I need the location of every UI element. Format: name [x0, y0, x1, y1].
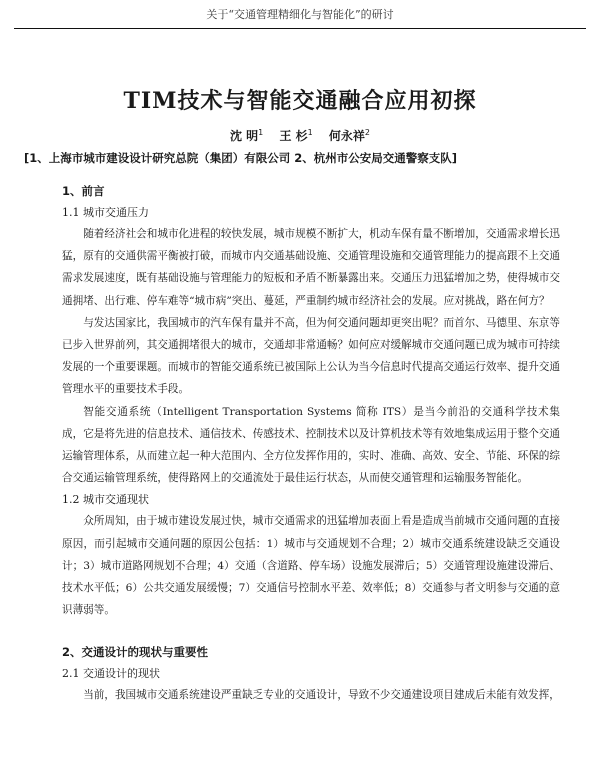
subsection-heading-2-1: 2.1 交通设计的现状: [62, 667, 160, 681]
subsection-heading-1-1: 1.1 城市交通压力: [62, 206, 149, 219]
author-2: 王 杉$^1$: [279, 128, 313, 143]
article-body: [62, 180, 560, 707]
header-rule: [14, 28, 586, 29]
subsection-heading-1-2: 1.2 城市交通现状: [62, 493, 149, 507]
paragraph: 与发达国家比，我国城市的汽车保有量并不高，但为何交通问题却更突出呢？而首尔、马德里、东京等已步入世界前列，其交通拥堵很大的城市，交通却非常通畅？如何应对缓解城市交通问题已成为城市可持续发展的一个重要课题。而城市的智能交通系统已被国际上公认为当今信息时代提高交通运行效率、提升交通管理水平的重要技术手段。: [62, 316, 560, 396]
paragraph: 智能交通系统（Intelligent Transportation Systems 简称 ITS）是当今前沿的交通科学技术集成，它是将先进的信息技术、通信技术、传感技术、控制技术以及计算机技术等有效地集成运用于整个交通运输管理体系，从而建立起一种大范围内、全方位发挥作用的，实时、准确、高效、安全、节能、环保的综合交通运输管理系统，使得路网上的交通流处于最佳运行状态，从而使交通管理和运输服务智能化。: [62, 405, 560, 485]
section-heading-1: 1、前言: [62, 184, 105, 198]
paper-title: TIM技术与智能交通融合应用初探: [123, 88, 477, 114]
author-line: [0, 127, 600, 144]
paragraph: 随着经济社会和城市化进程的较快发展，城市规模不断扩大，机动车保有量不断增加，交通需求增长迅猛，原有的交通供需平衡被打破，而城市内交通基础设施、交通管理设施和交通管理能力的提高跟不上交通需求发展速度，既有基础设施与管理能力的短板和矛盾不断暴露出来。交通压力迅猛增加之势，使得城市交通拥堵、出行难、停车难等“城市病”突出、蔓延，严重制约城市经济社会的发展。应对挑战，路在何方？: [62, 228, 560, 307]
section-gap: [62, 621, 560, 641]
author-3: 何永祥$^2$: [328, 128, 371, 143]
affiliation-line: [1、上海市城市建设设计研究总院（集团）有限公司 2、杭州市公安局交通警察支队]: [24, 151, 458, 165]
paragraph: 当前，我国城市交通系统建设严重缺乏专业的交通设计，导致不少交通建设项目建成后未能有效发挥，: [83, 689, 560, 702]
paragraph: 众所周知，由于城市建设发展过快，城市交通需求的迅猛增加表面上看是造成当前城市交通问题的直接原因，而引起城市交通问题的原因公包括：1）城市与交通规划不合理；2）城市交通系统建设缺乏交通设计；3）城市道路网规划不合理；4）交通（含道路、停车场）设施发展滞后；5）交通管理设施建设滞后、技术水平低；6）公共交通发展缓慢；7）交通信号控制水平差、效率低；8）交通参与者文明参与交通的意识薄弱等。: [62, 515, 560, 617]
running-head: 关于“交通管理精细化与智能化”的研讨: [206, 8, 394, 21]
author-1: 沈 明$^1$: [229, 128, 264, 143]
section-heading-2: 2、交通设计的现状与重要性: [62, 645, 209, 660]
